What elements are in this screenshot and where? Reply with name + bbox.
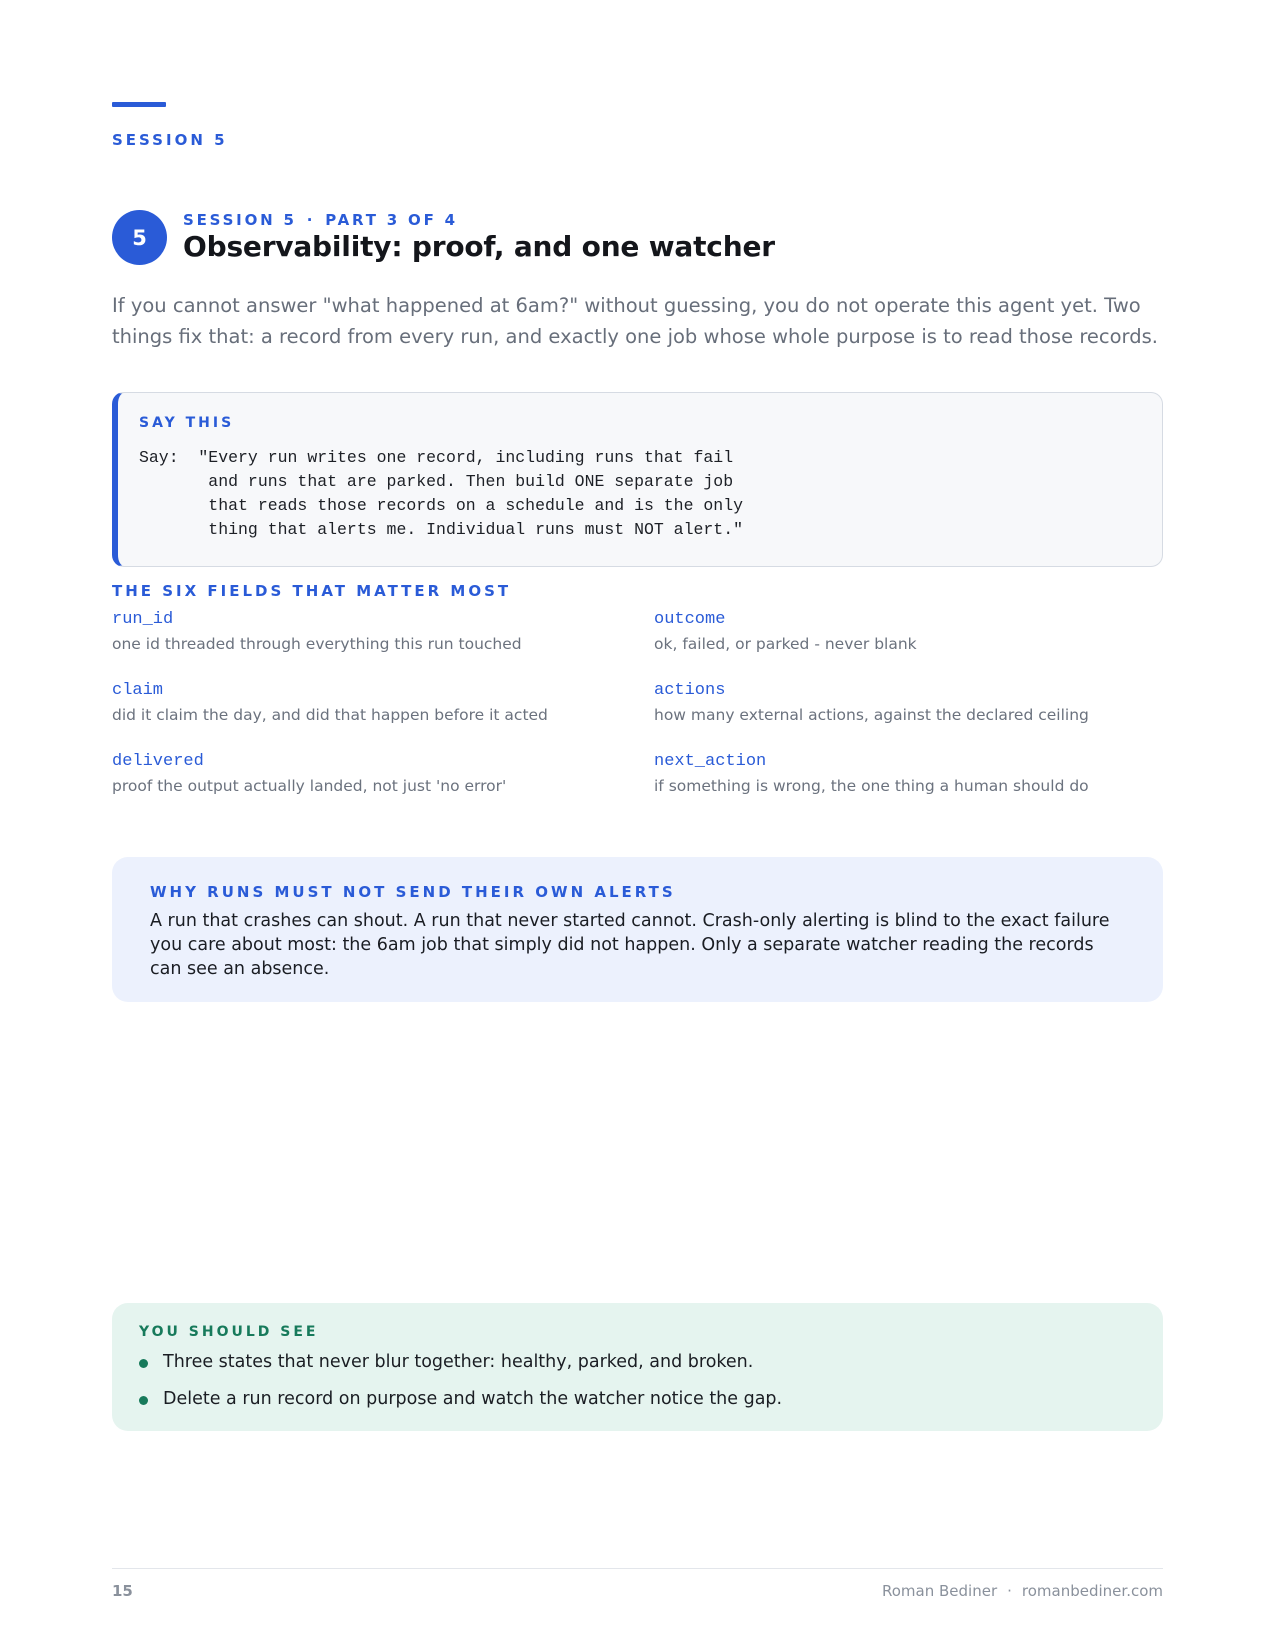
footer-author: Roman Bediner [882,1582,998,1600]
why-callout-body: A run that crashes can shout. A run that never started cannot. Crash-only alerting is blind to the exact failure you care about most: the 6am job that simply did not happen. Only a separate watcher reading the records can see an absence. [150,911,1110,979]
field-name: run_id [112,610,174,629]
why-callout [112,857,1163,1002]
field-name: actions [654,681,726,700]
list-item [139,1387,782,1411]
field-name: next_action [654,752,767,771]
field-actions [654,680,1174,726]
field-run-id [112,609,632,655]
field-next-action [654,751,1174,797]
intro-paragraph: If you cannot answer "what happened at 6am?" without guessing, you do not operate this agent yet. Two things fix that: a record from every run, and exactly one job whose whole purpose is to read those records. [112,294,1158,348]
say-this-box [112,392,1163,567]
list-item-text: Delete a run record on purpose and watch the watcher notice the gap. [163,1389,783,1409]
field-name: claim [112,681,164,700]
say-this-label: SAY THIS [139,415,235,431]
bullet-dot-icon [139,1359,148,1368]
field-description: proof the output actually landed, not just 'no error' [112,777,507,795]
field-outcome [654,609,1174,655]
field-delivered [112,751,632,797]
you-should-see-box [112,1303,1163,1431]
list-item-text: Three states that never blur together: healthy, parked, and broken. [163,1352,754,1372]
page-number: 15 [112,1582,133,1600]
footer-separator: · [1007,1582,1012,1600]
footer-website: romanbediner.com [1021,1582,1163,1600]
session-number-badge: 5 [112,210,167,265]
kicker-separator: · [306,211,316,229]
why-callout-label: WHY RUNS MUST NOT SEND THEIR OWN ALERTS [150,883,676,901]
expectation-list [139,1350,782,1424]
field-description: ok, failed, or parked - never blank [654,635,917,653]
list-item [139,1350,782,1374]
accent-rule [112,102,166,107]
bullet-dot-icon [139,1396,148,1405]
page-title: Observability: proof, and one watcher [183,230,775,263]
field-description: did it claim the day, and did that happen before it acted [112,706,548,724]
say-this-script: Say: "Every run writes one record, including runs that fail and runs that are parked. Then build ONE separate job that reads those records on a schedule and is the only thing that alerts me. Individual runs must NOT alert." [139,448,743,539]
kicker-session: SESSION 5 [183,211,297,229]
session-kicker [183,211,458,229]
field-description: if something is wrong, the one thing a human should do [654,777,1089,795]
kicker-part: PART 3 OF 4 [325,211,458,229]
field-name: outcome [654,610,726,629]
field-name: delivered [112,752,204,771]
you-should-see-label: YOU SHOULD SEE [139,1324,319,1340]
field-claim [112,680,632,726]
footer-divider [112,1568,1163,1569]
footer-credits [882,1582,1163,1600]
session-label: SESSION 5 [112,131,228,149]
field-description: one id threaded through everything this run touched [112,635,522,653]
fields-heading: THE SIX FIELDS THAT MATTER MOST [112,582,512,600]
field-description: how many external actions, against the declared ceiling [654,706,1089,724]
